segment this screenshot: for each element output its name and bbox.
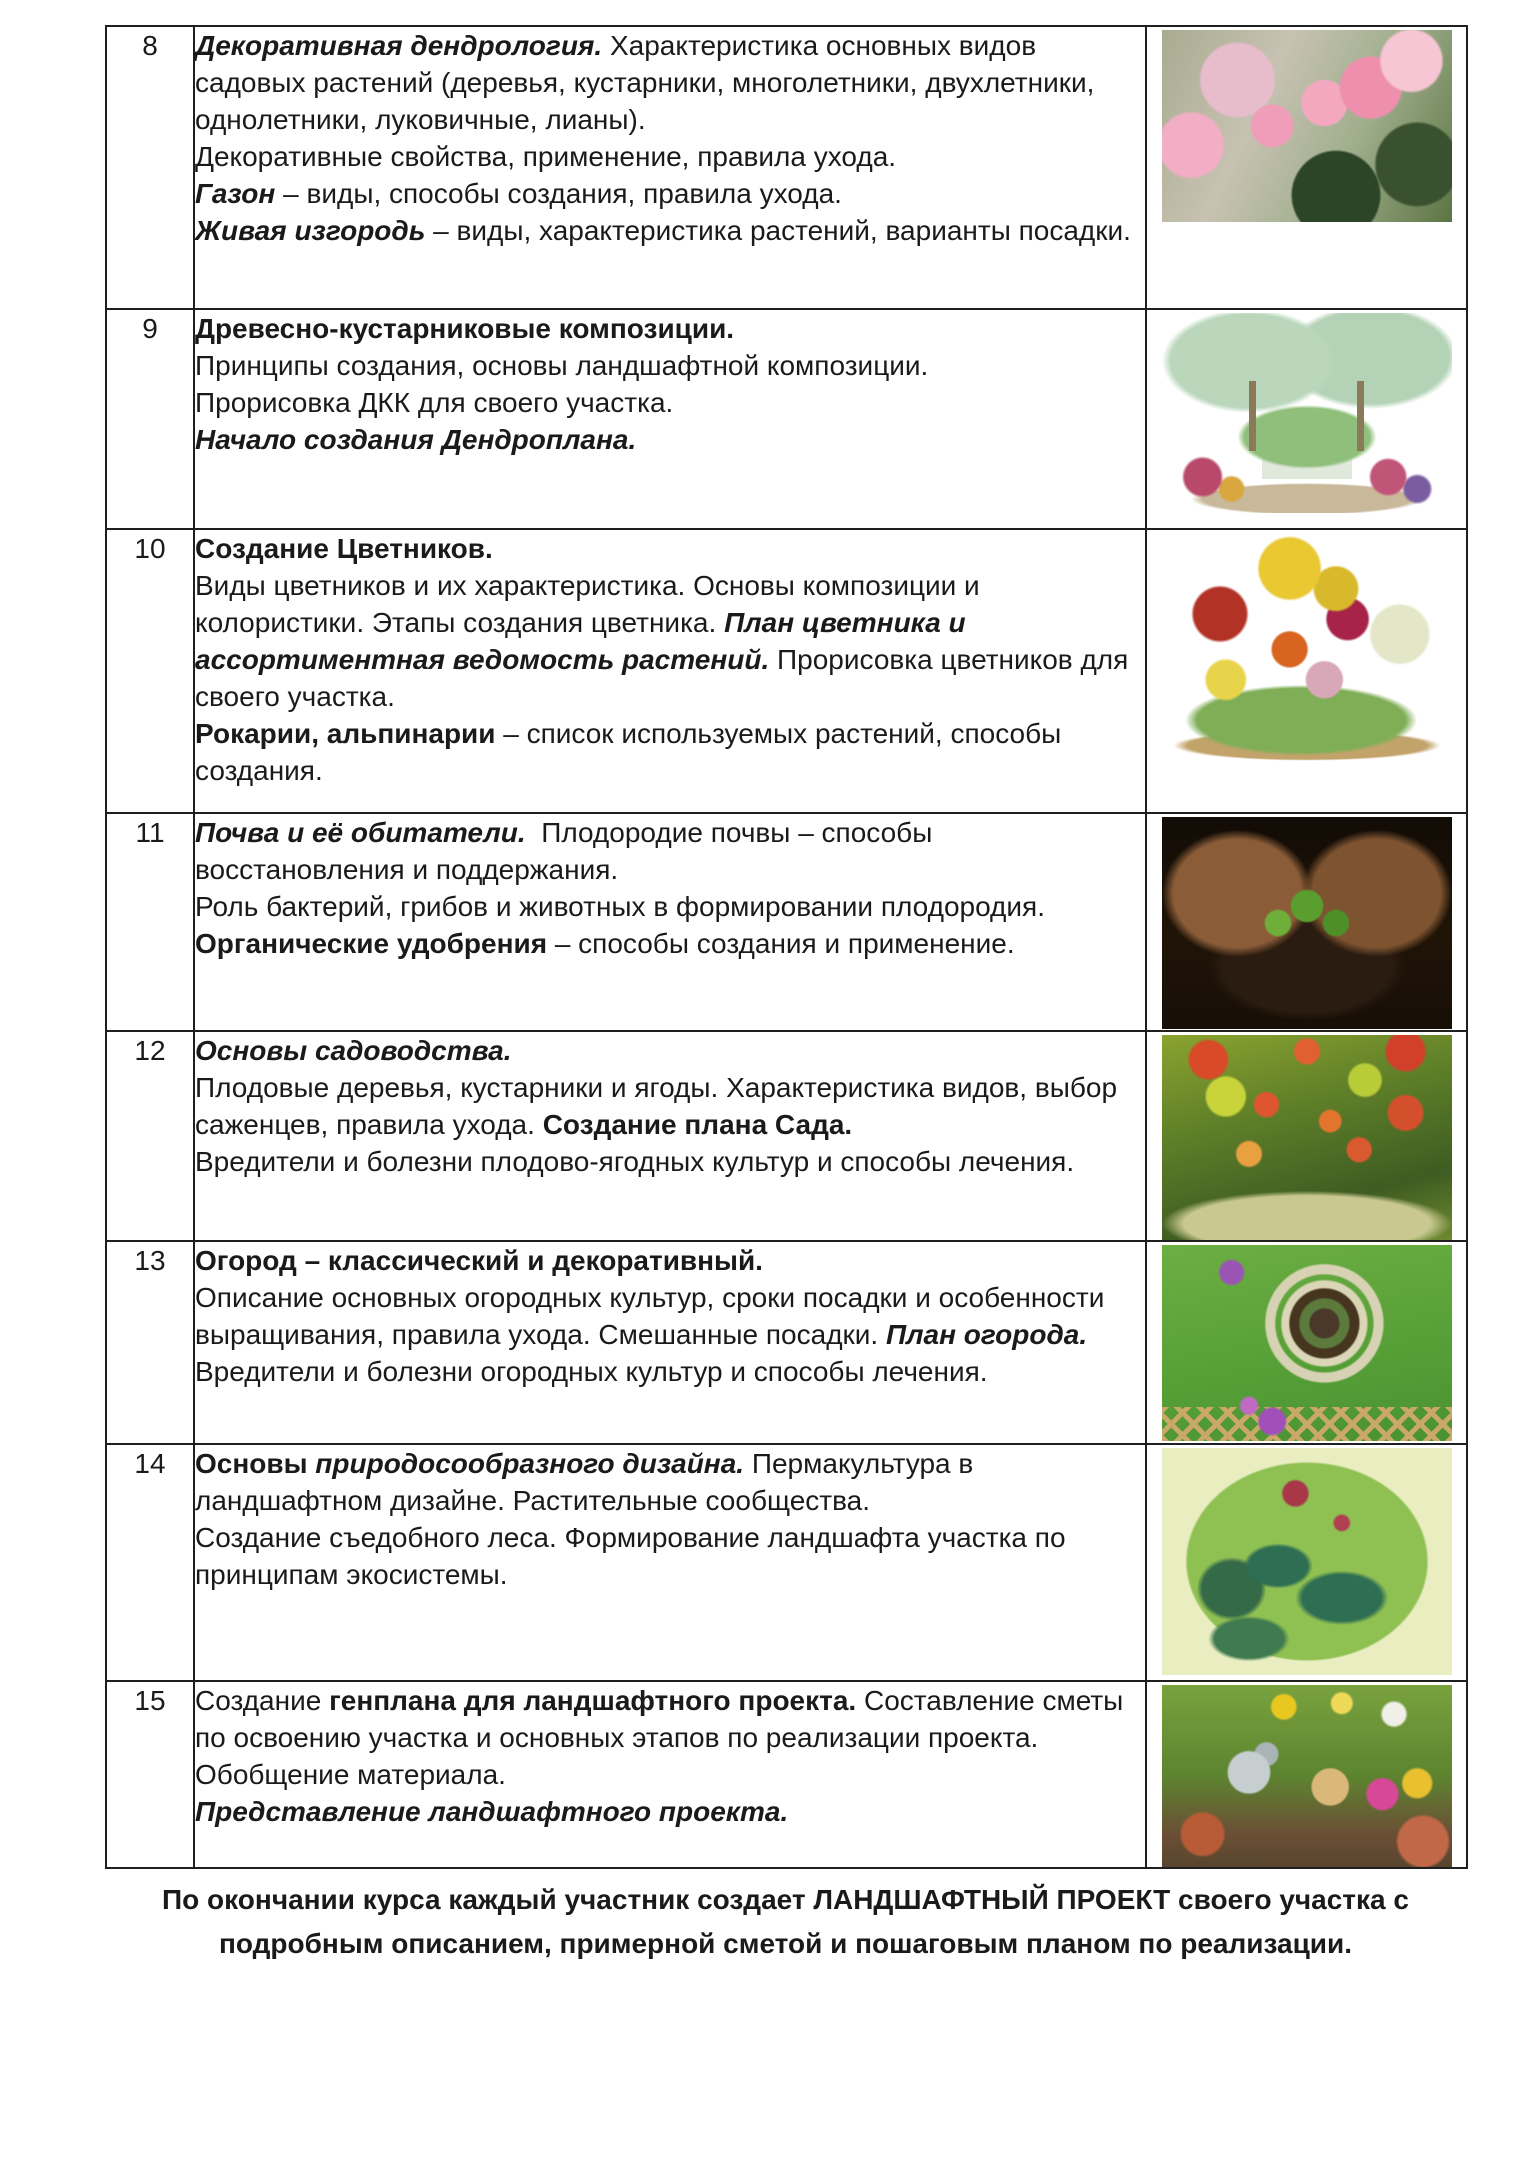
topic-text: Создание генплана для ландшафтного проекта. Составление сметы по освоению участка и основных этапов по реализации проекта. Обобщение материала. Представление ландшафтного проекта.	[195, 1685, 1124, 1827]
image-cell	[1146, 1681, 1467, 1868]
row-number: 8	[142, 30, 158, 61]
row-number-cell	[106, 813, 194, 1031]
hands-holding-soil-with-seedling-photo	[1162, 817, 1452, 1029]
image-cell	[1146, 26, 1467, 309]
topic-text: Огород – классический и декоративный. Описание основных огородных культур, сроки посадки и особенности выращивания, правила ухода. Смешанные посадки. План огорода. Вредители и болезни огородных культур и способы лечения.	[195, 1245, 1105, 1387]
table-row-10	[106, 529, 1467, 813]
table-row-9	[106, 309, 1467, 529]
table-row-13	[106, 1241, 1467, 1444]
permaculture-site-plan-illustration	[1162, 1448, 1452, 1675]
topic-text: Древесно-кустарниковые композиции. Принципы создания, основы ландшафтной композиции. Прорисовка ДКК для своего участка. Начало создания Дендроплана.	[195, 313, 929, 455]
topic-cell	[194, 529, 1146, 813]
topic-cell	[194, 309, 1146, 529]
row-number: 15	[134, 1685, 166, 1716]
topic-cell	[194, 813, 1146, 1031]
row-number-cell	[106, 309, 194, 529]
image-cell	[1146, 529, 1467, 813]
topic-cell	[194, 26, 1146, 309]
row-number-cell	[106, 1241, 194, 1444]
topic-text: Основы природосообразного дизайна. Пермакультура в ландшафтном дизайне. Растительные сообщества. Создание съедобного леса. Формирование ландшафта участка по принципам экосистемы.	[195, 1448, 1066, 1590]
topic-text: Декоративная дендрология. Характеристика основных видов садовых растений (деревья, кустарники, многолетники, двухлетники, однолетники, луковичные, лианы). Декоративные свойства, применение, правила ухода. Газон – виды, способы создания, правила ухода. Живая изгородь – виды, характеристика растений, варианты посадки.	[195, 30, 1131, 246]
table-row-8	[106, 26, 1467, 309]
garden-tools-and-flowers-photo	[1162, 1685, 1452, 1867]
table-row-12	[106, 1031, 1467, 1241]
course-result-note: По окончании курса каждый участник создает ЛАНДШАФТНЫЙ ПРОЕКТ своего участка с подробным описанием, примерной сметой и пошаговым планом по реализации.	[162, 1884, 1409, 1959]
topic-cell	[194, 1031, 1146, 1241]
row-number-cell	[106, 1031, 194, 1241]
table-row-14	[106, 1444, 1467, 1681]
table-row-11	[106, 813, 1467, 1031]
round-vegetable-garden-photo	[1162, 1245, 1452, 1441]
topic-text: Создание Цветников. Виды цветников и их характеристика. Основы композиции и колористики. Этапы создания цветника. План цветника и ассортиментная ведомость растений. Прорисовка цветников для своего участка. Рокарии, альпинарии – список используемых растений, способы создания.	[195, 533, 1129, 786]
topic-cell	[194, 1444, 1146, 1681]
row-number-cell	[106, 1681, 194, 1868]
image-cell	[1146, 309, 1467, 529]
row-number: 12	[134, 1035, 166, 1066]
apple-tree-branches-photo	[1162, 1035, 1452, 1240]
image-cell	[1146, 813, 1467, 1031]
trees-bench-watercolor-illustration	[1162, 313, 1452, 513]
image-cell	[1146, 1241, 1467, 1444]
row-number-cell	[106, 529, 194, 813]
row-number-cell	[106, 1444, 194, 1681]
row-number: 14	[134, 1448, 166, 1479]
row-number: 9	[142, 313, 158, 344]
row-number: 11	[135, 817, 165, 848]
pink-roses-photo	[1162, 30, 1452, 222]
row-number: 13	[134, 1245, 166, 1276]
row-number: 10	[134, 533, 166, 564]
table-row-15	[106, 1681, 1467, 1868]
topic-cell	[194, 1681, 1146, 1868]
flowerbed-watercolor-illustration	[1162, 533, 1452, 786]
image-cell	[1146, 1031, 1467, 1241]
course-program-table	[105, 25, 1468, 1869]
topic-text: Почва и её обитатели. Плодородие почвы – способы восстановления и поддержания. Роль бактерий, грибов и животных в формировании плодородия. Органические удобрения – способы создания и применение.	[195, 817, 1045, 959]
image-cell	[1146, 1444, 1467, 1681]
topic-text: Основы садоводства. Плодовые деревья, кустарники и ягоды. Характеристика видов, выбор саженцев, правила ухода. Создание плана Сада. Вредители и болезни плодово-ягодных культур и способы лечения.	[195, 1035, 1118, 1177]
row-number-cell	[106, 26, 194, 309]
topic-cell	[194, 1241, 1146, 1444]
